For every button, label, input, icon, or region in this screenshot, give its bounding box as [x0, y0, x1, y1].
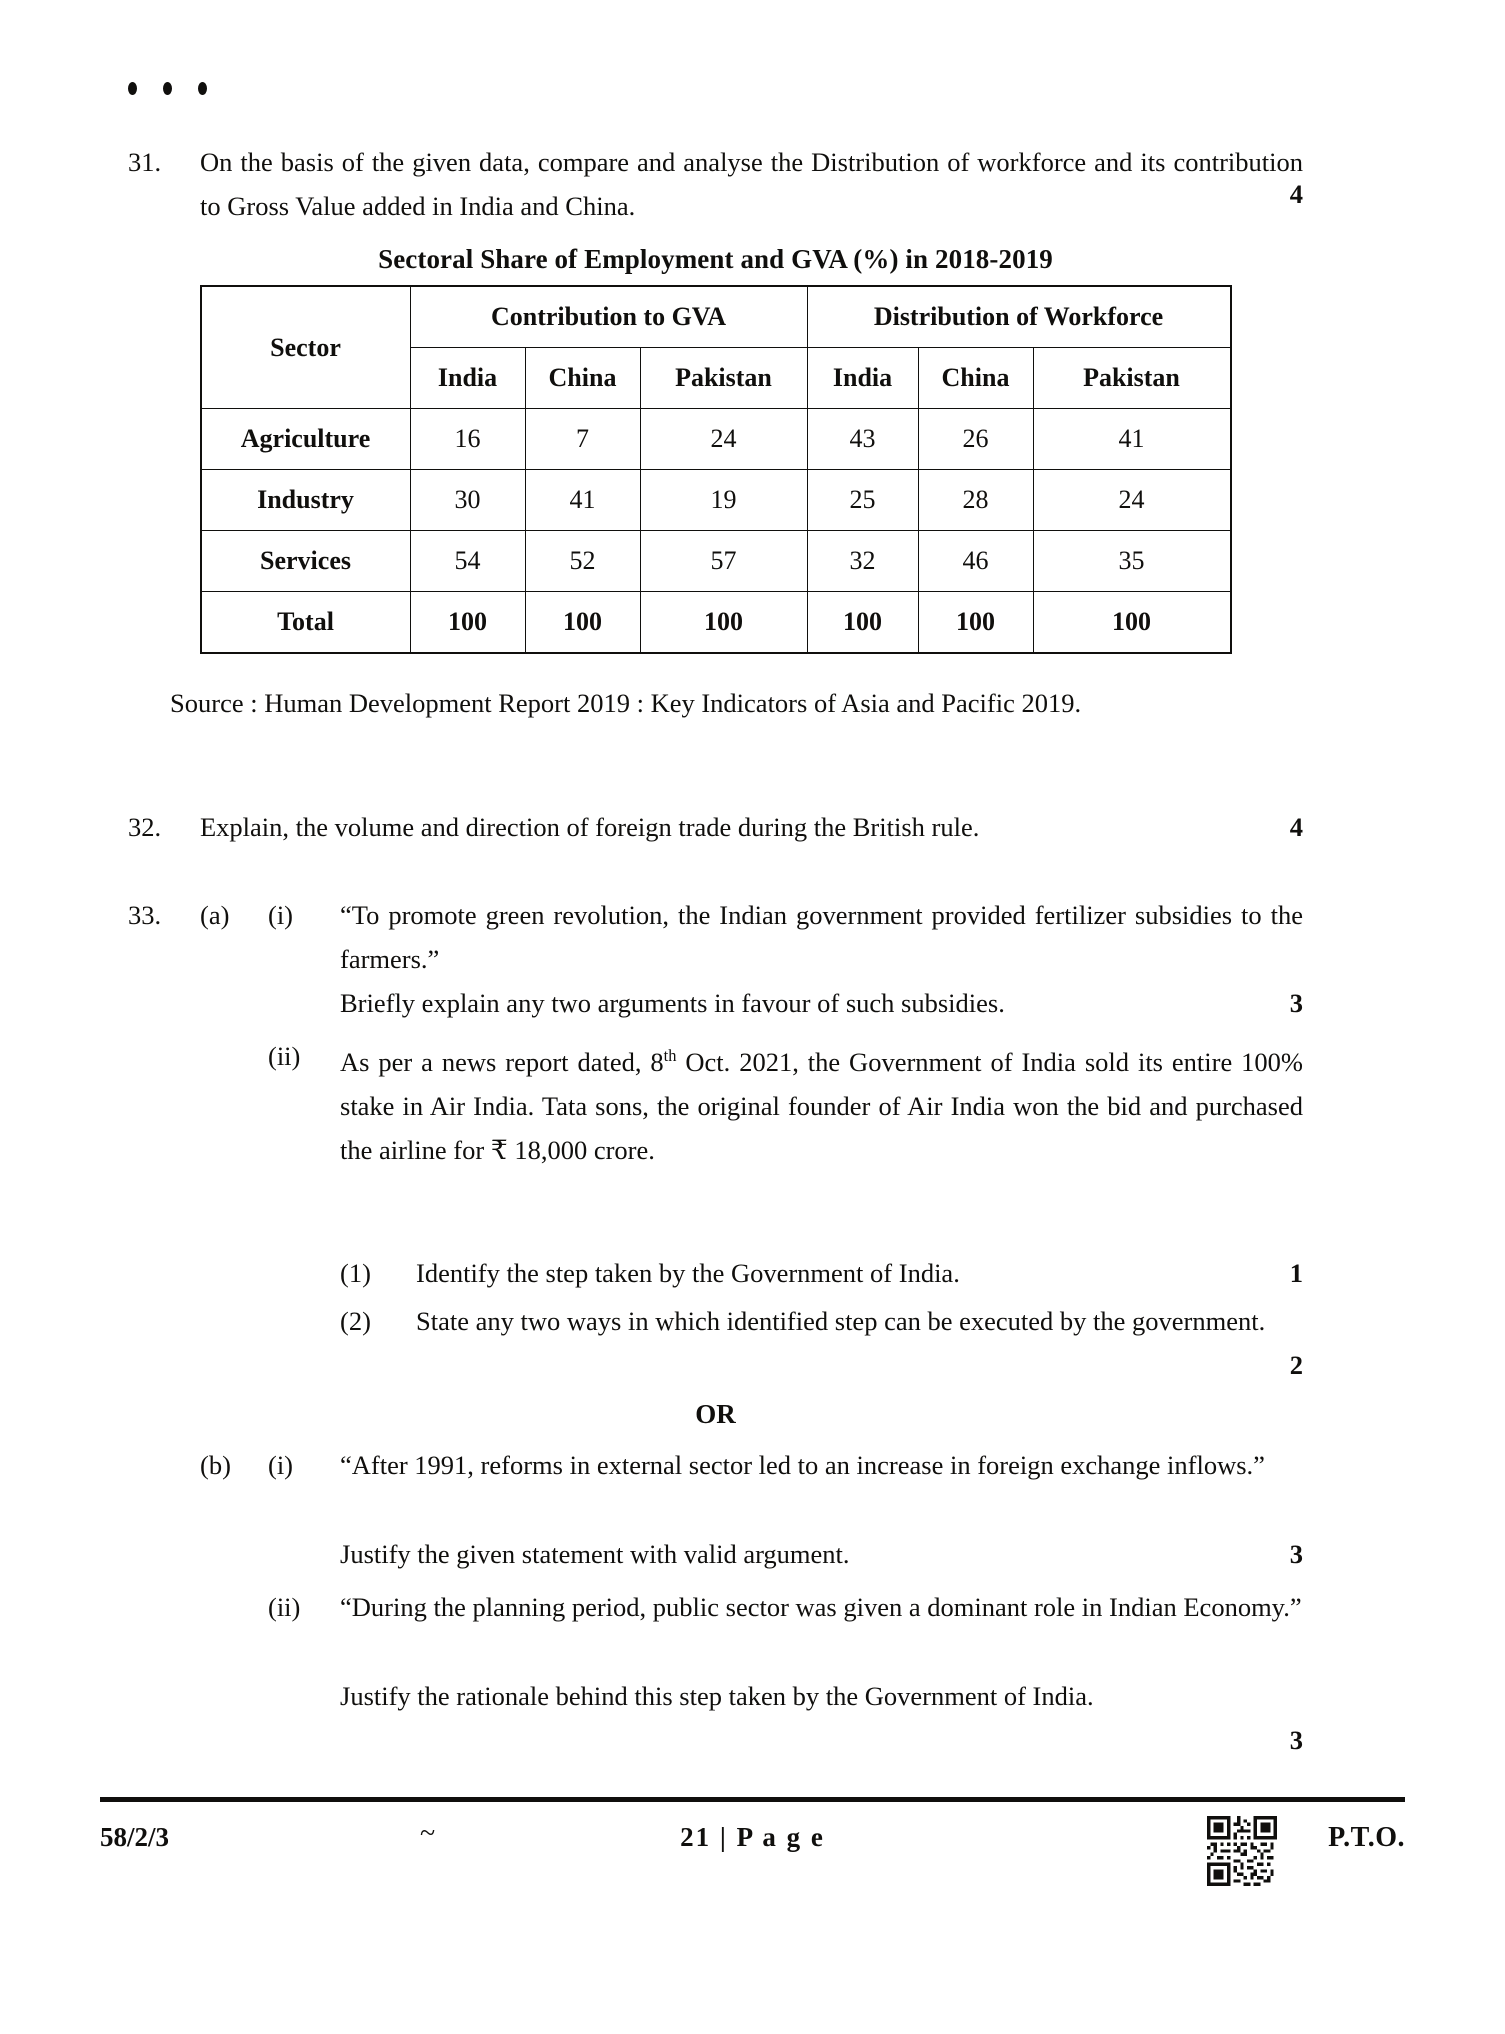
dot-icon	[128, 82, 137, 95]
question-33b-ii-label: (ii)	[268, 1592, 301, 1622]
question-33a-ii-2-block	[128, 1299, 1303, 1380]
cell-value: 24	[640, 409, 807, 470]
table-subheader-wf-china: China	[918, 348, 1033, 409]
question-33-number: 33.	[128, 900, 162, 930]
subitem-2-text: State any two ways in which identified step can be executed by the government.	[416, 1306, 1266, 1336]
question-31-marks: 4	[1289, 179, 1303, 209]
question-33b-i-quote: “After 1991, reforms in external sector led to an increase in foreign exchange inflows.”	[340, 1450, 1265, 1480]
question-33	[128, 893, 1303, 981]
question-33a-i-marks: 3	[1289, 988, 1303, 1018]
table-subheader-wf-pakistan: Pakistan	[1033, 348, 1231, 409]
subitem-1-number: (1)	[340, 1258, 371, 1288]
question-33a-i-instruction: Briefly explain any two arguments in favour of such subsidies.	[340, 988, 1005, 1018]
cell-value: 100	[918, 592, 1033, 654]
question-33a-i-label: (i)	[268, 900, 294, 930]
cell-value: 16	[410, 409, 525, 470]
page-number: 21 | P a g e	[680, 1822, 825, 1852]
table-source	[170, 681, 1305, 725]
table-row-total	[201, 592, 1231, 654]
row-label: Total	[201, 592, 411, 654]
ordinal-suffix: th	[663, 1046, 677, 1065]
cell-value: 100	[410, 592, 525, 654]
cell-value: 30	[410, 470, 525, 531]
row-label: Agriculture	[201, 409, 411, 470]
cell-value: 28	[918, 470, 1033, 531]
question-33a-ii-1-block	[128, 1251, 1303, 1295]
footer-divider	[100, 1797, 1405, 1802]
cell-value: 100	[807, 592, 918, 654]
pto-label: P.T.O.	[1328, 1822, 1405, 1853]
cell-value: 100	[640, 592, 807, 654]
cell-value: 19	[640, 470, 807, 531]
news-text-part2: Oct. 2021, the Government of India sold its entire 100% stake in Air India. Tata sons, the original founder of Air India won the bid and purchased the airline for ₹ 18,000 crore.	[340, 1046, 1304, 1165]
subitem-1-marks: 1	[1289, 1258, 1303, 1288]
cell-value: 41	[1033, 409, 1231, 470]
sectoral-share-table	[200, 285, 1232, 654]
row-label: Industry	[201, 470, 411, 531]
dot-icon	[198, 82, 207, 95]
news-text-part1: As per a news report dated, 8	[340, 1046, 664, 1077]
subitem-2-marks: 2	[1289, 1350, 1303, 1380]
cell-value: 43	[807, 409, 918, 470]
question-32-text: Explain, the volume and direction of foreign trade during the British rule.	[200, 812, 980, 842]
table-title: Sectoral Share of Employment and GVA (%) in 2018-2019	[378, 244, 1053, 274]
cell-value: 100	[1033, 592, 1231, 654]
page-footer	[100, 1812, 1405, 1902]
dot-icon	[163, 82, 172, 95]
question-33b-i-instruction-block	[128, 1532, 1303, 1576]
table-source-text: Source : Human Development Report 2019 : Key Indicators of Asia and Pacific 2019.	[170, 688, 1082, 718]
cell-value: 52	[525, 531, 640, 592]
row-label: Services	[201, 531, 411, 592]
table-row	[201, 409, 1231, 470]
cell-value: 54	[410, 531, 525, 592]
question-32-number: 32.	[128, 812, 162, 842]
table-corner-header: Sector	[201, 286, 411, 409]
question-33b-ii-marks: 3	[1289, 1725, 1303, 1755]
cell-value: 24	[1033, 470, 1231, 531]
qr-code-icon	[1207, 1816, 1277, 1886]
table-row	[201, 470, 1231, 531]
question-33a-ii-text	[340, 1034, 1303, 1172]
or-label: OR	[695, 1399, 736, 1429]
cell-value: 25	[807, 470, 918, 531]
question-32-marks: 4	[1289, 812, 1303, 842]
question-33b-ii-quote: “During the planning period, public sector was given a dominant role in Indian Economy.”	[340, 1592, 1302, 1622]
tilde-mark: ~	[420, 1818, 436, 1849]
question-33a-ii-block	[128, 1034, 1303, 1172]
cell-value: 57	[640, 531, 807, 592]
cell-value: 46	[918, 531, 1033, 592]
table-group-header-workforce: Distribution of Workforce	[807, 286, 1231, 348]
question-33b-i-block	[128, 1443, 1303, 1487]
question-33a-i-instruction-block	[128, 981, 1303, 1025]
cell-value: 35	[1033, 531, 1231, 592]
question-33b-ii-block	[128, 1585, 1303, 1629]
table-subheader-gva-pakistan: Pakistan	[640, 348, 807, 409]
cell-value: 26	[918, 409, 1033, 470]
or-separator	[128, 1392, 1303, 1436]
subitem-1-text: Identify the step taken by the Government of India.	[416, 1258, 960, 1288]
table-header-group-row	[201, 286, 1231, 348]
sectoral-table-block	[128, 244, 1303, 654]
question-33b-ii-instruction: Justify the rationale behind this step taken by the Government of India.	[340, 1681, 1094, 1711]
cell-value: 100	[525, 592, 640, 654]
question-33-option-b-label: (b)	[200, 1450, 231, 1480]
table-subheader-gva-india: India	[410, 348, 525, 409]
cell-value: 41	[525, 470, 640, 531]
question-33-option-a-label: (a)	[200, 900, 230, 930]
table-subheader-gva-china: China	[525, 348, 640, 409]
question-33b-i-label: (i)	[268, 1450, 294, 1480]
question-31	[128, 140, 1303, 228]
question-33b-i-instruction: Justify the given statement with valid argument.	[340, 1539, 850, 1569]
table-group-header-gva: Contribution to GVA	[410, 286, 807, 348]
paper-code: 58/2/3	[100, 1822, 170, 1852]
cell-value: 32	[807, 531, 918, 592]
question-33a-ii-label: (ii)	[268, 1041, 301, 1071]
question-33a-i-quote: “To promote green revolution, the Indian government provided fertilizer subsidies to the farmers.”	[340, 900, 1303, 974]
cell-value: 7	[525, 409, 640, 470]
question-32	[128, 805, 1303, 849]
table-row	[201, 531, 1231, 592]
question-31-number: 31.	[128, 147, 162, 177]
subitem-2-number: (2)	[340, 1306, 371, 1336]
table-subheader-wf-india: India	[807, 348, 918, 409]
decorative-dots	[128, 82, 207, 95]
question-31-text: On the basis of the given data, compare and analyse the Distribution of workforce and its contribution to Gross Value added in India and China.	[200, 147, 1303, 221]
question-33b-ii-instruction-block	[128, 1674, 1303, 1755]
question-33b-i-marks: 3	[1289, 1539, 1303, 1569]
